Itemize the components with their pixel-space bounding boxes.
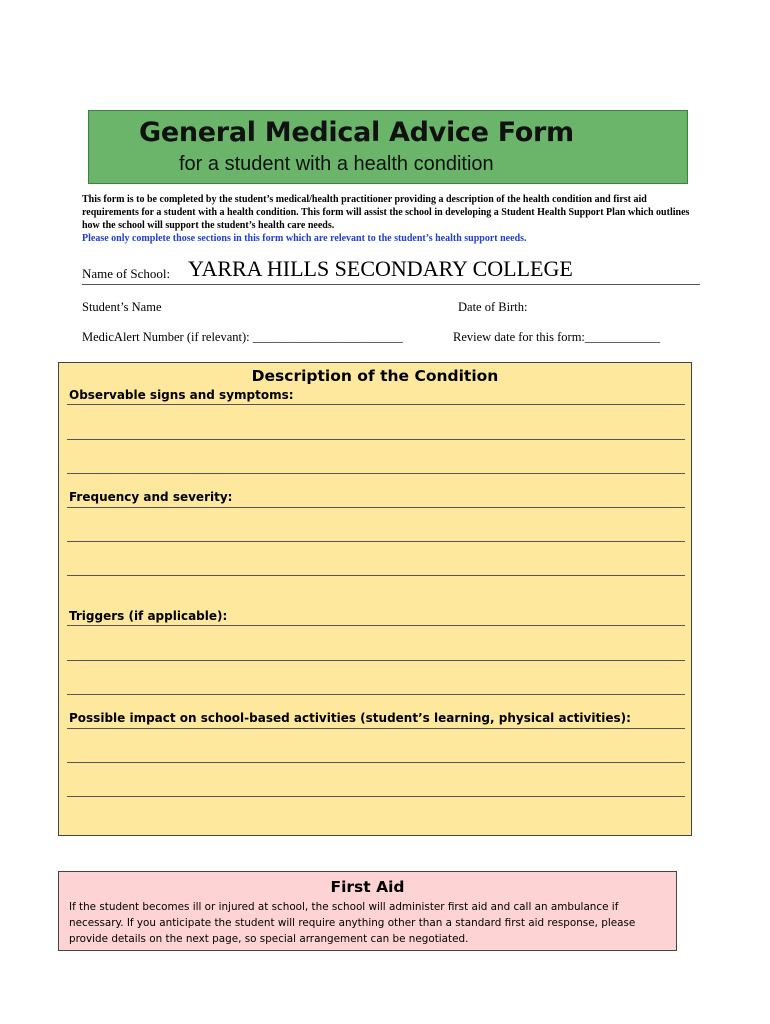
answer-line[interactable]: [67, 762, 685, 763]
relevance-notice: Please only complete those sections in this form which are relevant to the student’s health support needs.: [82, 233, 527, 244]
intro-block: [82, 193, 702, 245]
intro-text: This form is to be completed by the student’s medical/health practitioner providing a description of the health condition and first aid requirements for a student with a health condition. This form will assist the school in developing a Student Health Support Plan which outlines how the school will support the student’s health care needs.: [82, 194, 690, 231]
first-aid-section: [58, 871, 677, 951]
answer-line[interactable]: [67, 507, 685, 508]
answer-line[interactable]: [67, 728, 685, 729]
answer-line[interactable]: [67, 541, 685, 542]
school-name-value[interactable]: YARRA HILLS SECONDARY COLLEGE: [188, 256, 573, 281]
answer-line[interactable]: [67, 796, 685, 797]
form-title: General Medical Advice Form: [139, 117, 574, 148]
form-header: [88, 110, 688, 184]
student-name-label: Student’s Name: [82, 300, 162, 314]
signs-symptoms-label: Observable signs and symptoms:: [69, 388, 294, 402]
date-of-birth-label: Date of Birth:: [458, 300, 528, 314]
answer-line[interactable]: [67, 439, 685, 440]
triggers-label: Triggers (if applicable):: [69, 609, 228, 623]
condition-section: [58, 362, 692, 836]
answer-line[interactable]: [67, 625, 685, 626]
answer-line[interactable]: [67, 404, 685, 405]
school-impact-label: Possible impact on school-based activities (student’s learning, physical activities):: [69, 711, 631, 725]
answer-line[interactable]: [67, 473, 685, 474]
first-aid-title: First Aid: [330, 878, 405, 896]
medicalert-number-field[interactable]: MedicAlert Number (if relevant): ________________________: [82, 330, 403, 344]
first-aid-text: If the student becomes ill or injured at school, the school will administer first aid and call an ambulance if necessary. If you anticipate the student will require anything other than a standard first aid response, please provide details on the next page, so special arrangement can be negotiated.: [69, 901, 636, 945]
form-subtitle: for a student with a health condition: [179, 153, 494, 175]
condition-section-title: Description of the Condition: [251, 367, 499, 385]
answer-line[interactable]: [67, 694, 685, 695]
school-name-label: Name of School:: [82, 266, 171, 281]
review-date-field[interactable]: Review date for this form:____________: [453, 330, 660, 344]
school-name-field[interactable]: [82, 256, 700, 285]
answer-line[interactable]: [67, 660, 685, 661]
answer-line[interactable]: [67, 575, 685, 576]
frequency-severity-label: Frequency and severity:: [69, 490, 233, 504]
